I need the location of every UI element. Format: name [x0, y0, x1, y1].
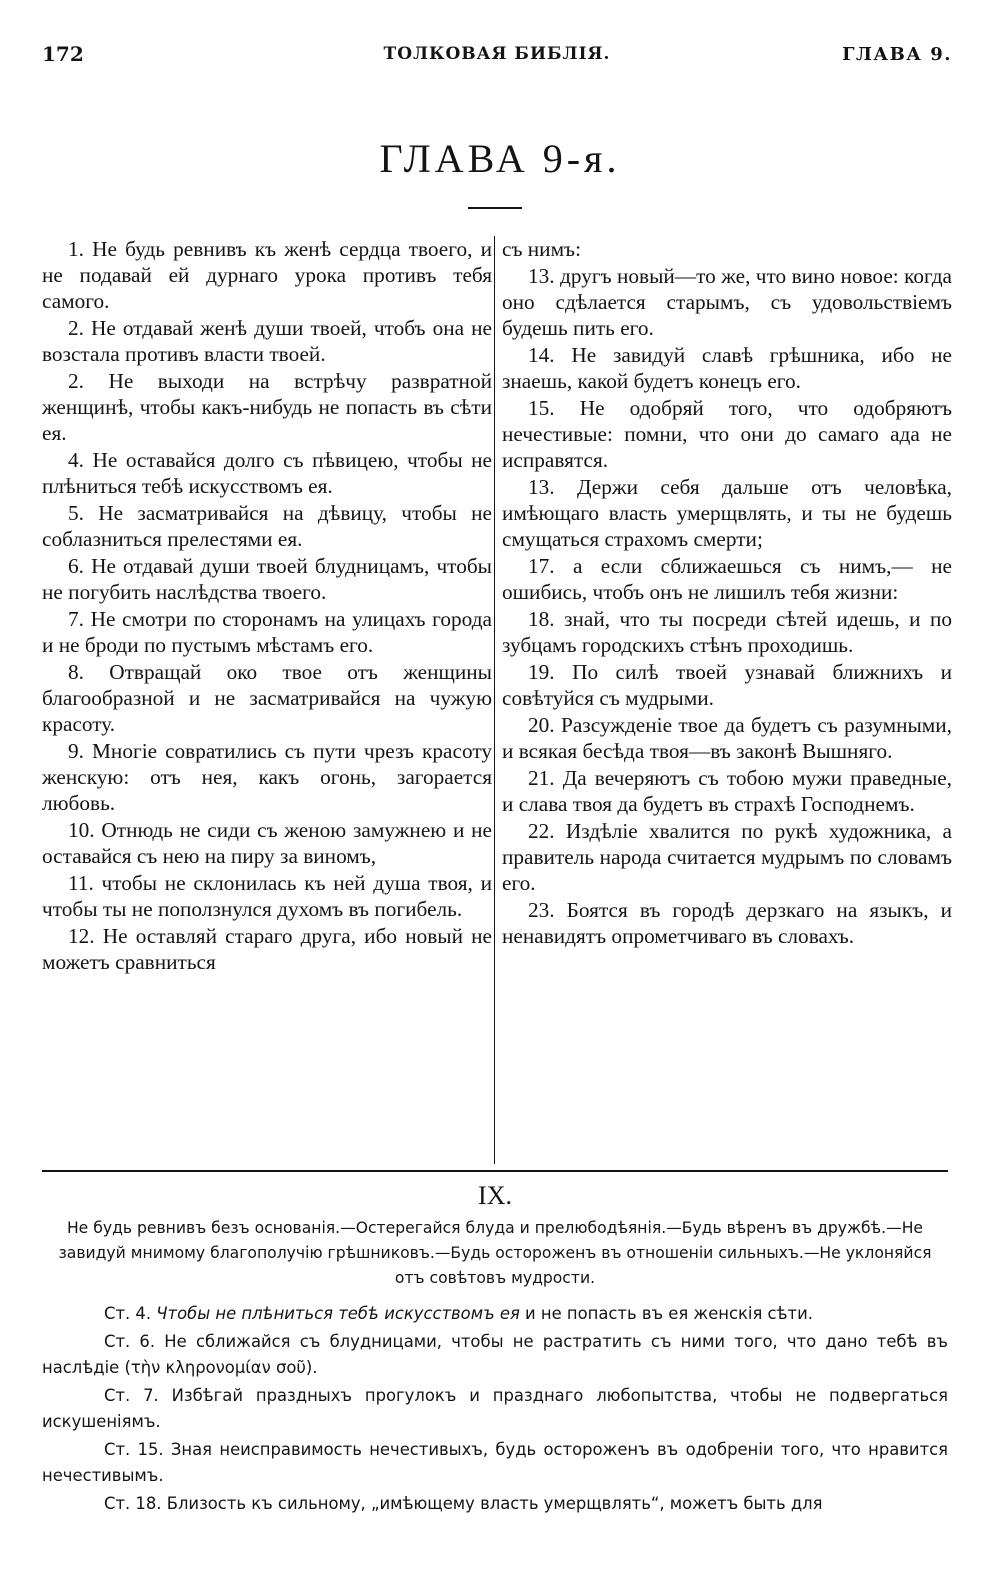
verse: 21. Да вечеряютъ съ тобою мужи праведные, и слава твоя да будетъ въ страхѣ Господнемъ.: [502, 766, 952, 816]
chapter-summary: Не будь ревнивъ безъ основанія.—Остерегайся блуда и прелюбодѣянія.—Будь вѣренъ въ дружбѣ.—Не завидуй мнимому благополучію грѣшниковъ.—Будь остороженъ въ отношеніи сильныхъ.—Не уклоняйся отъ совѣтовъ мудрости.: [58, 1219, 932, 1287]
verse-reference: Ст. 18.: [104, 1494, 162, 1513]
chapter-title: ГЛАВА 9-я.: [379, 136, 621, 181]
verse: 17. а если сближаешься съ нимъ,— не ошибись, чтобъ онъ не лишилъ тебя жизни:: [502, 554, 952, 604]
verse: 4. Не оставайся долго съ пѣвицею, чтобы не плѣниться тебѣ искусствомъ ея.: [42, 448, 492, 498]
verse: съ нимъ:: [502, 237, 581, 261]
verse: 7. Не смотри по сторонамъ на улицахъ города и не броди по пустымъ мѣстамъ его.: [42, 607, 492, 657]
verse: 13. Держи себя дальше отъ человѣка, имѣющаго власть умерщвлять, и ты не будешь смущаться страхомъ смерти;: [502, 475, 952, 551]
running-header: [42, 40, 952, 80]
verse-reference: Ст. 7.: [104, 1386, 159, 1405]
verse: 13. другъ новый—то же, что вино новое: когда оно сдѣлается старымъ, съ удовольствіемъ будешь пить его.: [502, 264, 952, 340]
verse-reference: Ст. 4.: [104, 1304, 152, 1323]
commentary-note: [42, 1301, 948, 1327]
commentary-note: [42, 1491, 948, 1517]
verse: 1. Не будь ревнивъ къ женѣ сердца твоего, и не подавай ей дурнаго урока противъ тебя самого.: [42, 237, 492, 313]
verse: 19. По силѣ твоей узнавай ближнихъ и совѣтуйся съ мудрыми.: [502, 660, 952, 710]
note-text: и не попасть въ ея женскія сѣти.: [519, 1304, 813, 1323]
verse: 23. Боятся въ городѣ дерзкаго на языкъ, и ненавидятъ опрометчиваго въ словахъ.: [502, 898, 952, 948]
verse: 6. Не отдавай души твоей блудницамъ, чтобы не погубить наслѣдства твоего.: [42, 554, 492, 604]
commentary-note: [42, 1383, 948, 1435]
verse: 22. Издѣліе хвалится по рукѣ художника, а правитель народа считается мудрымъ по словамъ его.: [502, 819, 952, 895]
quoted-phrase: Чтобы не плѣниться тебѣ искусствомъ ея: [156, 1304, 520, 1323]
commentary-note: [42, 1329, 948, 1381]
verse: 15. Не одобряй того, что одобряютъ нечестивые: помни, что они до самаго ада не исправятся.: [502, 396, 952, 472]
left-column: [42, 236, 492, 976]
verse-columns: [42, 236, 952, 1164]
column-divider: [494, 236, 495, 1164]
commentary-section: [42, 1180, 948, 1519]
right-column: [502, 236, 952, 950]
verse: 8. Отвращай око твое отъ женщины благообразной и не засматривайся на чужую красоту.: [42, 660, 492, 736]
commentary-heading: IX.: [478, 1181, 512, 1210]
note-text: Близость къ сильному, „имѣющему власть умерщвлять“, можетъ быть для: [161, 1494, 823, 1513]
verse: 9. Многіе совратились съ пути чрезъ красоту женскую: отъ нея, какъ огонь, загорается любовь.: [42, 739, 492, 815]
commentary-note: [42, 1437, 948, 1489]
verse-reference: Ст. 6.: [104, 1332, 156, 1351]
verse: 20. Разсужденіе твое да будетъ съ разумными, и всякая бесѣда твоя—въ законѣ Вышняго.: [502, 713, 952, 763]
verse: 12. Не оставляй стараго друга, ибо новый не можетъ сравниться: [42, 924, 492, 974]
chapter-label: ГЛАВА 9.: [842, 44, 952, 65]
section-rule: [42, 1170, 948, 1172]
verse: 2. Не отдавай женѣ души твоей, чтобъ она не возстала противъ власти твоей.: [42, 316, 492, 366]
note-text: Не сближайся съ блудницами, чтобы не растратить съ ними того, что дано тебѣ въ наслѣдіе (τὴν κληρονομίαν σοῦ).: [42, 1332, 948, 1377]
verse: 11. чтобы не склонилась къ ней душа твоя, и чтобы ты не поползнулся духомъ въ погибель.: [42, 871, 492, 921]
verse: 5. Не засматривайся на дѣвицу, чтобы не соблазниться прелестями ея.: [42, 501, 492, 551]
verse: 10. Отнюдь не сиди съ женою замужнею и не оставайся съ нею на пиру за виномъ,: [42, 818, 492, 868]
commentary-notes: [42, 1301, 948, 1517]
verse: 14. Не завидуй славѣ грѣшника, ибо не знаешь, какой будетъ конецъ его.: [502, 343, 952, 393]
title-rule: [468, 207, 522, 209]
verse: 18. знай, что ты посреди сѣтей идешь, и по зубцамъ городскихъ стѣнъ проходишь.: [502, 607, 952, 657]
page-number: 172: [42, 42, 84, 66]
verse: 2. Не выходи на встрѣчу развратной женщинѣ, чтобы какъ-нибудь не попасть въ сѣти ея.: [42, 369, 492, 445]
note-text: Избѣгай праздныхъ прогулокъ и празднаго любопытства, чтобы не подвергаться искушеніямъ.: [42, 1386, 948, 1431]
note-text: Зная неисправимость нечестивыхъ, будь остороженъ въ одобреніи того, что нравится нечестивымъ.: [42, 1440, 948, 1485]
verse-reference: Ст. 15.: [104, 1440, 164, 1459]
book-title: ТОЛКОВАЯ БИБЛІЯ.: [383, 44, 611, 64]
